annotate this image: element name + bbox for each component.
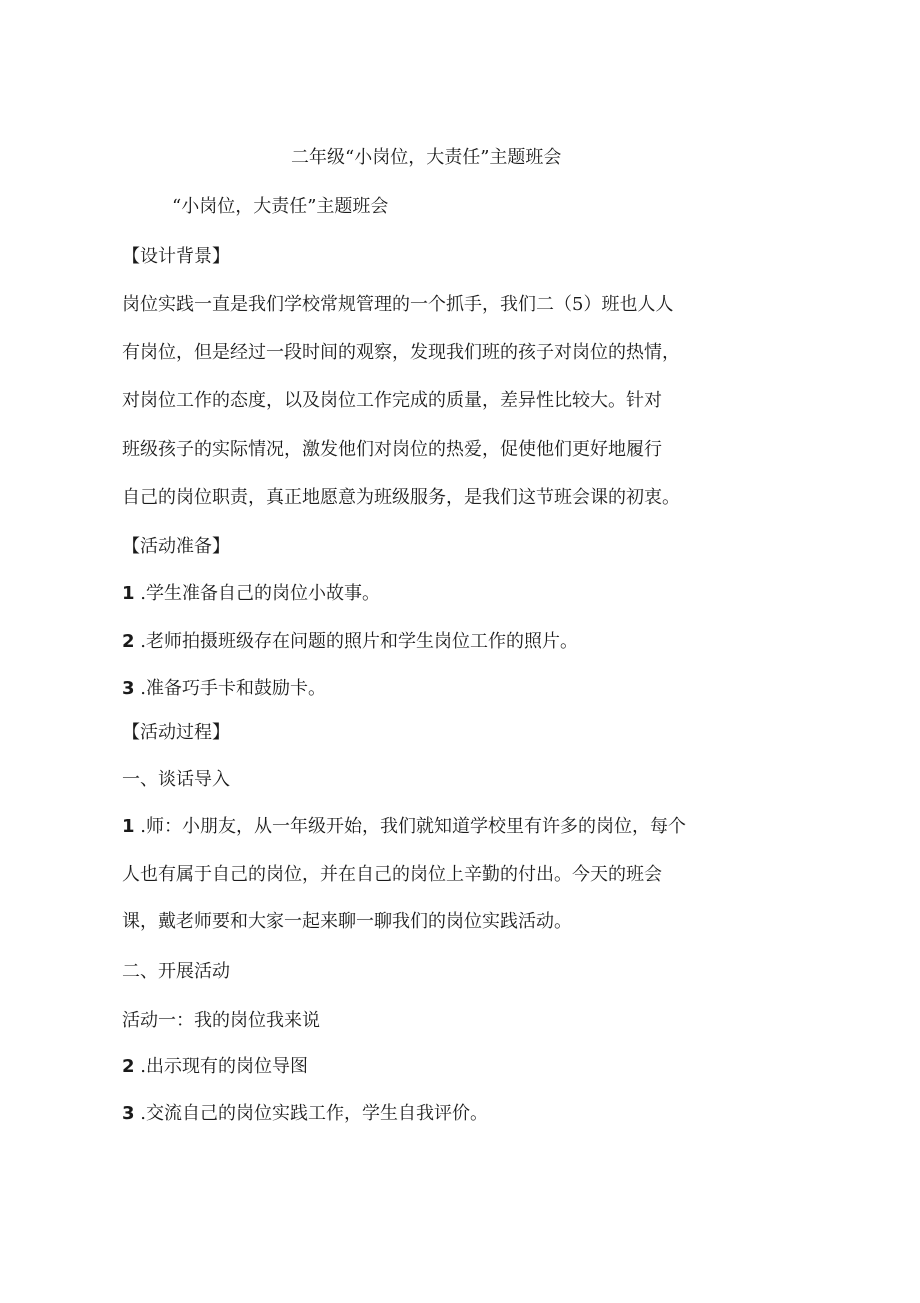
list-item-text: .学生准备自己的岗位小故事。 — [134, 583, 380, 604]
list-item-number: 1 — [122, 816, 135, 837]
list-item-text: .交流自己的岗位实践工作，学生自我评价。 — [134, 1103, 488, 1124]
list-item — [122, 1102, 488, 1126]
paragraph-line: 岗位实践一直是我们学校常规管理的一个抓手，我们二（5）班也人人 — [122, 294, 674, 315]
subsection-heading: 二、开展活动 — [122, 961, 230, 982]
paragraph-line: 有岗位，但是经过一段时间的观察，发现我们班的孩子对岗位的热情， — [122, 342, 680, 363]
list-item-text: .师：小朋友，从一年级开始，我们就知道学校里有许多的岗位，每个 — [134, 816, 686, 837]
paragraph-line: 对岗位工作的态度，以及岗位工作完成的质量，差异性比较大。针对 — [122, 390, 662, 411]
list-item-number: 1 — [122, 583, 135, 604]
list-item-number: 3 — [122, 1103, 135, 1124]
paragraph-line: 课，戴老师要和大家一起来聊一聊我们的岗位实践活动。 — [122, 911, 572, 932]
document-subtitle: “小岗位，大责任”主题班会 — [172, 196, 389, 217]
list-item-number: 2 — [122, 631, 135, 652]
list-item — [122, 630, 578, 654]
section-heading-background: 【设计背景】 — [122, 246, 230, 267]
list-item-text: .准备巧手卡和鼓励卡。 — [134, 678, 326, 699]
section-heading-preparation: 【活动准备】 — [122, 536, 230, 557]
paragraph-line: 人也有属于自己的岗位，并在自己的岗位上辛勤的付出。今天的班会 — [122, 864, 662, 885]
list-item-text: .出示现有的岗位导图 — [134, 1056, 308, 1077]
list-item — [122, 1055, 308, 1079]
list-item — [122, 677, 326, 701]
paragraph-line: 自己的岗位职责，真正地愿意为班级服务，是我们这节班会课的初衷。 — [122, 487, 680, 508]
section-heading-process: 【活动过程】 — [122, 722, 230, 743]
paragraph-line: 班级孩子的实际情况，激发他们对岗位的热爱，促使他们更好地履行 — [122, 439, 662, 460]
list-item-number: 3 — [122, 678, 135, 699]
list-item-number: 2 — [122, 1056, 135, 1077]
activity-heading: 活动一：我的岗位我来说 — [122, 1010, 320, 1031]
list-item — [122, 582, 380, 606]
document-title: 二年级“小岗位，大责任”主题班会 — [291, 147, 562, 168]
list-item — [122, 815, 686, 839]
subsection-heading: 一、谈话导入 — [122, 769, 230, 790]
list-item-text: .老师拍摄班级存在问题的照片和学生岗位工作的照片。 — [134, 631, 578, 652]
